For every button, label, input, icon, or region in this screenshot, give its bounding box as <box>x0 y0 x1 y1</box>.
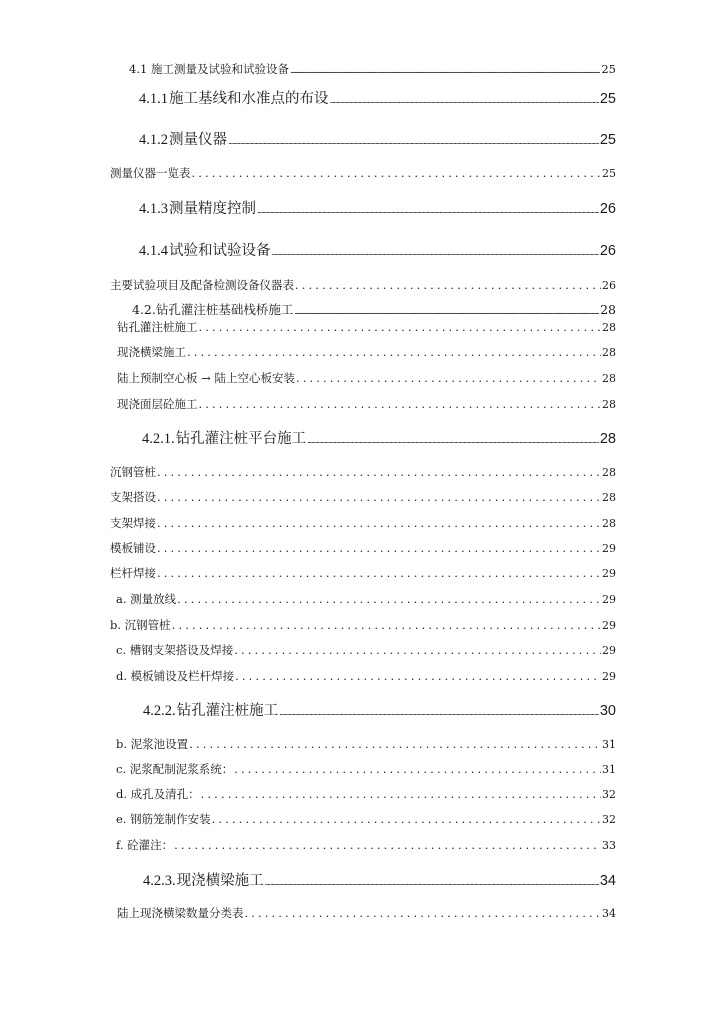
toc-leader-dots <box>201 789 601 801</box>
toc-entry <box>116 739 616 751</box>
toc-entry-title: e. 钢筋笼制作安装 <box>116 812 211 826</box>
toc-entry-number: 4.1.3 <box>139 201 168 217</box>
toc-page-number: 25 <box>602 167 616 180</box>
toc-page-number: 28 <box>600 302 616 317</box>
toc-entry-title: 栏杆焊接 <box>110 566 156 580</box>
toc-entry <box>139 244 616 259</box>
toc-leader-dots <box>290 67 600 75</box>
toc-entry-title: 陆上现浇横梁数量分类表 <box>117 906 244 920</box>
toc-leader-dots <box>199 399 602 411</box>
toc-leader-dots <box>157 518 601 530</box>
toc-page-number: 32 <box>602 788 616 801</box>
toc-entry <box>116 789 616 801</box>
toc-page-number: 29 <box>602 644 616 657</box>
toc-page-number: 28 <box>602 398 616 411</box>
toc-entry-title: 支架焊接 <box>110 516 156 530</box>
toc-entry <box>110 280 616 292</box>
toc-entry-number: 4.2.3. <box>143 873 176 889</box>
toc-page-number: 33 <box>602 839 616 852</box>
toc-entry-title: 沉钢管桩 <box>110 465 156 479</box>
toc-entry <box>142 432 616 447</box>
toc-entry <box>116 840 616 852</box>
toc-entry <box>116 594 616 606</box>
toc-page-number: 25 <box>599 132 616 148</box>
toc-entry-title: a. 测量放线 <box>116 592 177 606</box>
toc-leader-dots <box>235 671 601 683</box>
toc-leader-dots <box>177 594 601 606</box>
toc-leader-dots <box>157 568 601 580</box>
toc-entry-title: 现浇横梁施工 <box>117 345 186 359</box>
toc-entry-title: 支架搭设 <box>110 490 156 504</box>
toc-entry-number: 4.2.2. <box>143 703 176 719</box>
toc-leader-dots <box>157 543 601 555</box>
toc-leader-dots <box>272 248 599 257</box>
toc-entry-title: 钻孔灌注桩施工 <box>176 703 279 719</box>
toc-entry <box>129 64 616 76</box>
toc-entry-title: 现浇面层砼施工 <box>117 397 198 411</box>
toc-entry-title: c. 泥浆配制泥浆系统： <box>116 762 234 776</box>
toc-page-number: 34 <box>599 873 616 889</box>
toc-entry-title: 4.1 施工测量及试验和试验设备 <box>129 62 289 76</box>
toc-page-number: 28 <box>602 491 616 504</box>
toc-page-number: 28 <box>602 466 616 479</box>
toc-entry-number: 4.1.2 <box>139 132 168 148</box>
toc-entry <box>110 543 616 555</box>
toc-entry <box>117 399 616 411</box>
toc-leader-dots <box>279 708 599 717</box>
toc-entry-title: f. 砼灌注： <box>116 838 174 852</box>
toc-entry <box>117 908 616 920</box>
toc-leader-dots <box>296 373 601 385</box>
toc-page-number: 28 <box>599 431 616 447</box>
toc-entry <box>116 814 616 826</box>
toc-entry-title: b. 沉钢管桩 <box>110 618 171 632</box>
toc-entry-title: 测量仪器一览表 <box>110 166 191 180</box>
toc-entry <box>143 874 616 889</box>
toc-leader-dots <box>330 96 599 105</box>
toc-leader-dots <box>234 645 601 657</box>
toc-entry <box>116 764 616 776</box>
toc-entry <box>110 467 616 479</box>
toc-entry-number: 4.1.1 <box>139 91 168 107</box>
toc-page-number: 26 <box>599 201 616 217</box>
toc-page-number: 29 <box>602 593 616 606</box>
toc-page-number: 28 <box>602 346 616 359</box>
toc-leader-dots <box>174 840 601 852</box>
toc-page-number: 29 <box>602 567 616 580</box>
toc-entry-title: 现浇横梁施工 <box>176 873 264 889</box>
toc-page-number: 26 <box>602 279 616 292</box>
toc-entry <box>110 620 616 632</box>
toc-leader-dots <box>157 467 601 479</box>
toc-leader-dots <box>199 322 602 334</box>
toc-entry <box>117 347 616 359</box>
toc-entry <box>110 168 616 180</box>
toc-entry <box>117 373 616 385</box>
toc-entry-title: 钻孔灌注桩平台施工 <box>175 431 307 447</box>
toc-entry <box>139 202 616 217</box>
toc-entry <box>117 322 616 334</box>
toc-leader-dots <box>295 280 601 292</box>
toc-page-number: 30 <box>599 703 616 719</box>
toc-entry-title: 模板铺设 <box>110 541 156 555</box>
toc-entry-title: d. 成孔及清孔： <box>116 787 200 801</box>
toc-page-number: 25 <box>599 91 616 107</box>
toc-leader-dots <box>245 908 602 920</box>
toc-page-number: 29 <box>602 619 616 632</box>
toc-page-number: 25 <box>601 62 616 76</box>
toc-leader-dots <box>187 347 601 359</box>
toc-page-number: 28 <box>602 321 616 334</box>
toc-entry <box>116 645 616 657</box>
toc-entry <box>139 133 616 148</box>
toc-entry <box>139 92 616 107</box>
toc-entry-title: d. 模板铺设及栏杆焊接 <box>116 669 235 683</box>
toc-leader-dots <box>257 206 599 215</box>
toc-leader-dots <box>172 620 601 632</box>
toc-entry-number: 4.1.4 <box>139 243 168 259</box>
toc-leader-dots <box>228 137 599 146</box>
toc-page-number: 31 <box>602 738 616 751</box>
toc-entry <box>110 568 616 580</box>
toc-entry <box>110 492 616 504</box>
toc-entry-title: b. 泥浆池设置 <box>116 737 189 751</box>
toc-entry <box>132 304 616 317</box>
toc-leader-dots <box>307 436 599 445</box>
toc-page-number: 29 <box>602 670 616 683</box>
toc-entry-title: 钻孔灌注桩施工 <box>117 320 198 334</box>
toc-entry-title: 测量仪器 <box>169 132 227 148</box>
toc-entry <box>143 704 616 719</box>
toc-entry-title: 4.2.钻孔灌注桩基础栈桥施工 <box>132 302 294 317</box>
toc-page-number: 28 <box>602 517 616 530</box>
toc-page-number: 31 <box>602 763 616 776</box>
toc-entry-title: c. 槽钢支架搭设及焊接 <box>116 643 234 657</box>
toc-leader-dots <box>294 308 599 316</box>
toc-page-number: 26 <box>599 243 616 259</box>
toc-leader-dots <box>234 764 601 776</box>
toc-page-number: 34 <box>602 907 616 920</box>
toc-entry <box>116 671 616 683</box>
toc-page-number: 28 <box>602 372 616 385</box>
toc-entry-title: 测量精度控制 <box>169 201 256 217</box>
toc-entry-title: 施工基线和水准点的布设 <box>169 91 329 107</box>
toc-page-number: 29 <box>602 542 616 555</box>
toc-entry-title: 试验和试验设备 <box>169 243 271 259</box>
toc-page-number: 32 <box>602 813 616 826</box>
toc-entry <box>110 518 616 530</box>
toc-entry-number: 4.2.1. <box>142 431 175 447</box>
toc-entry-title: 主要试验项目及配备检测设备仪器表 <box>110 278 294 292</box>
toc-leader-dots <box>212 814 601 826</box>
toc-leader-dots <box>265 878 599 887</box>
toc-leader-dots <box>192 168 602 180</box>
toc-entry-title: 陆上预制空心板 → 陆上空心板安装 <box>117 371 295 385</box>
toc-leader-dots <box>189 739 601 751</box>
toc-leader-dots <box>157 492 601 504</box>
